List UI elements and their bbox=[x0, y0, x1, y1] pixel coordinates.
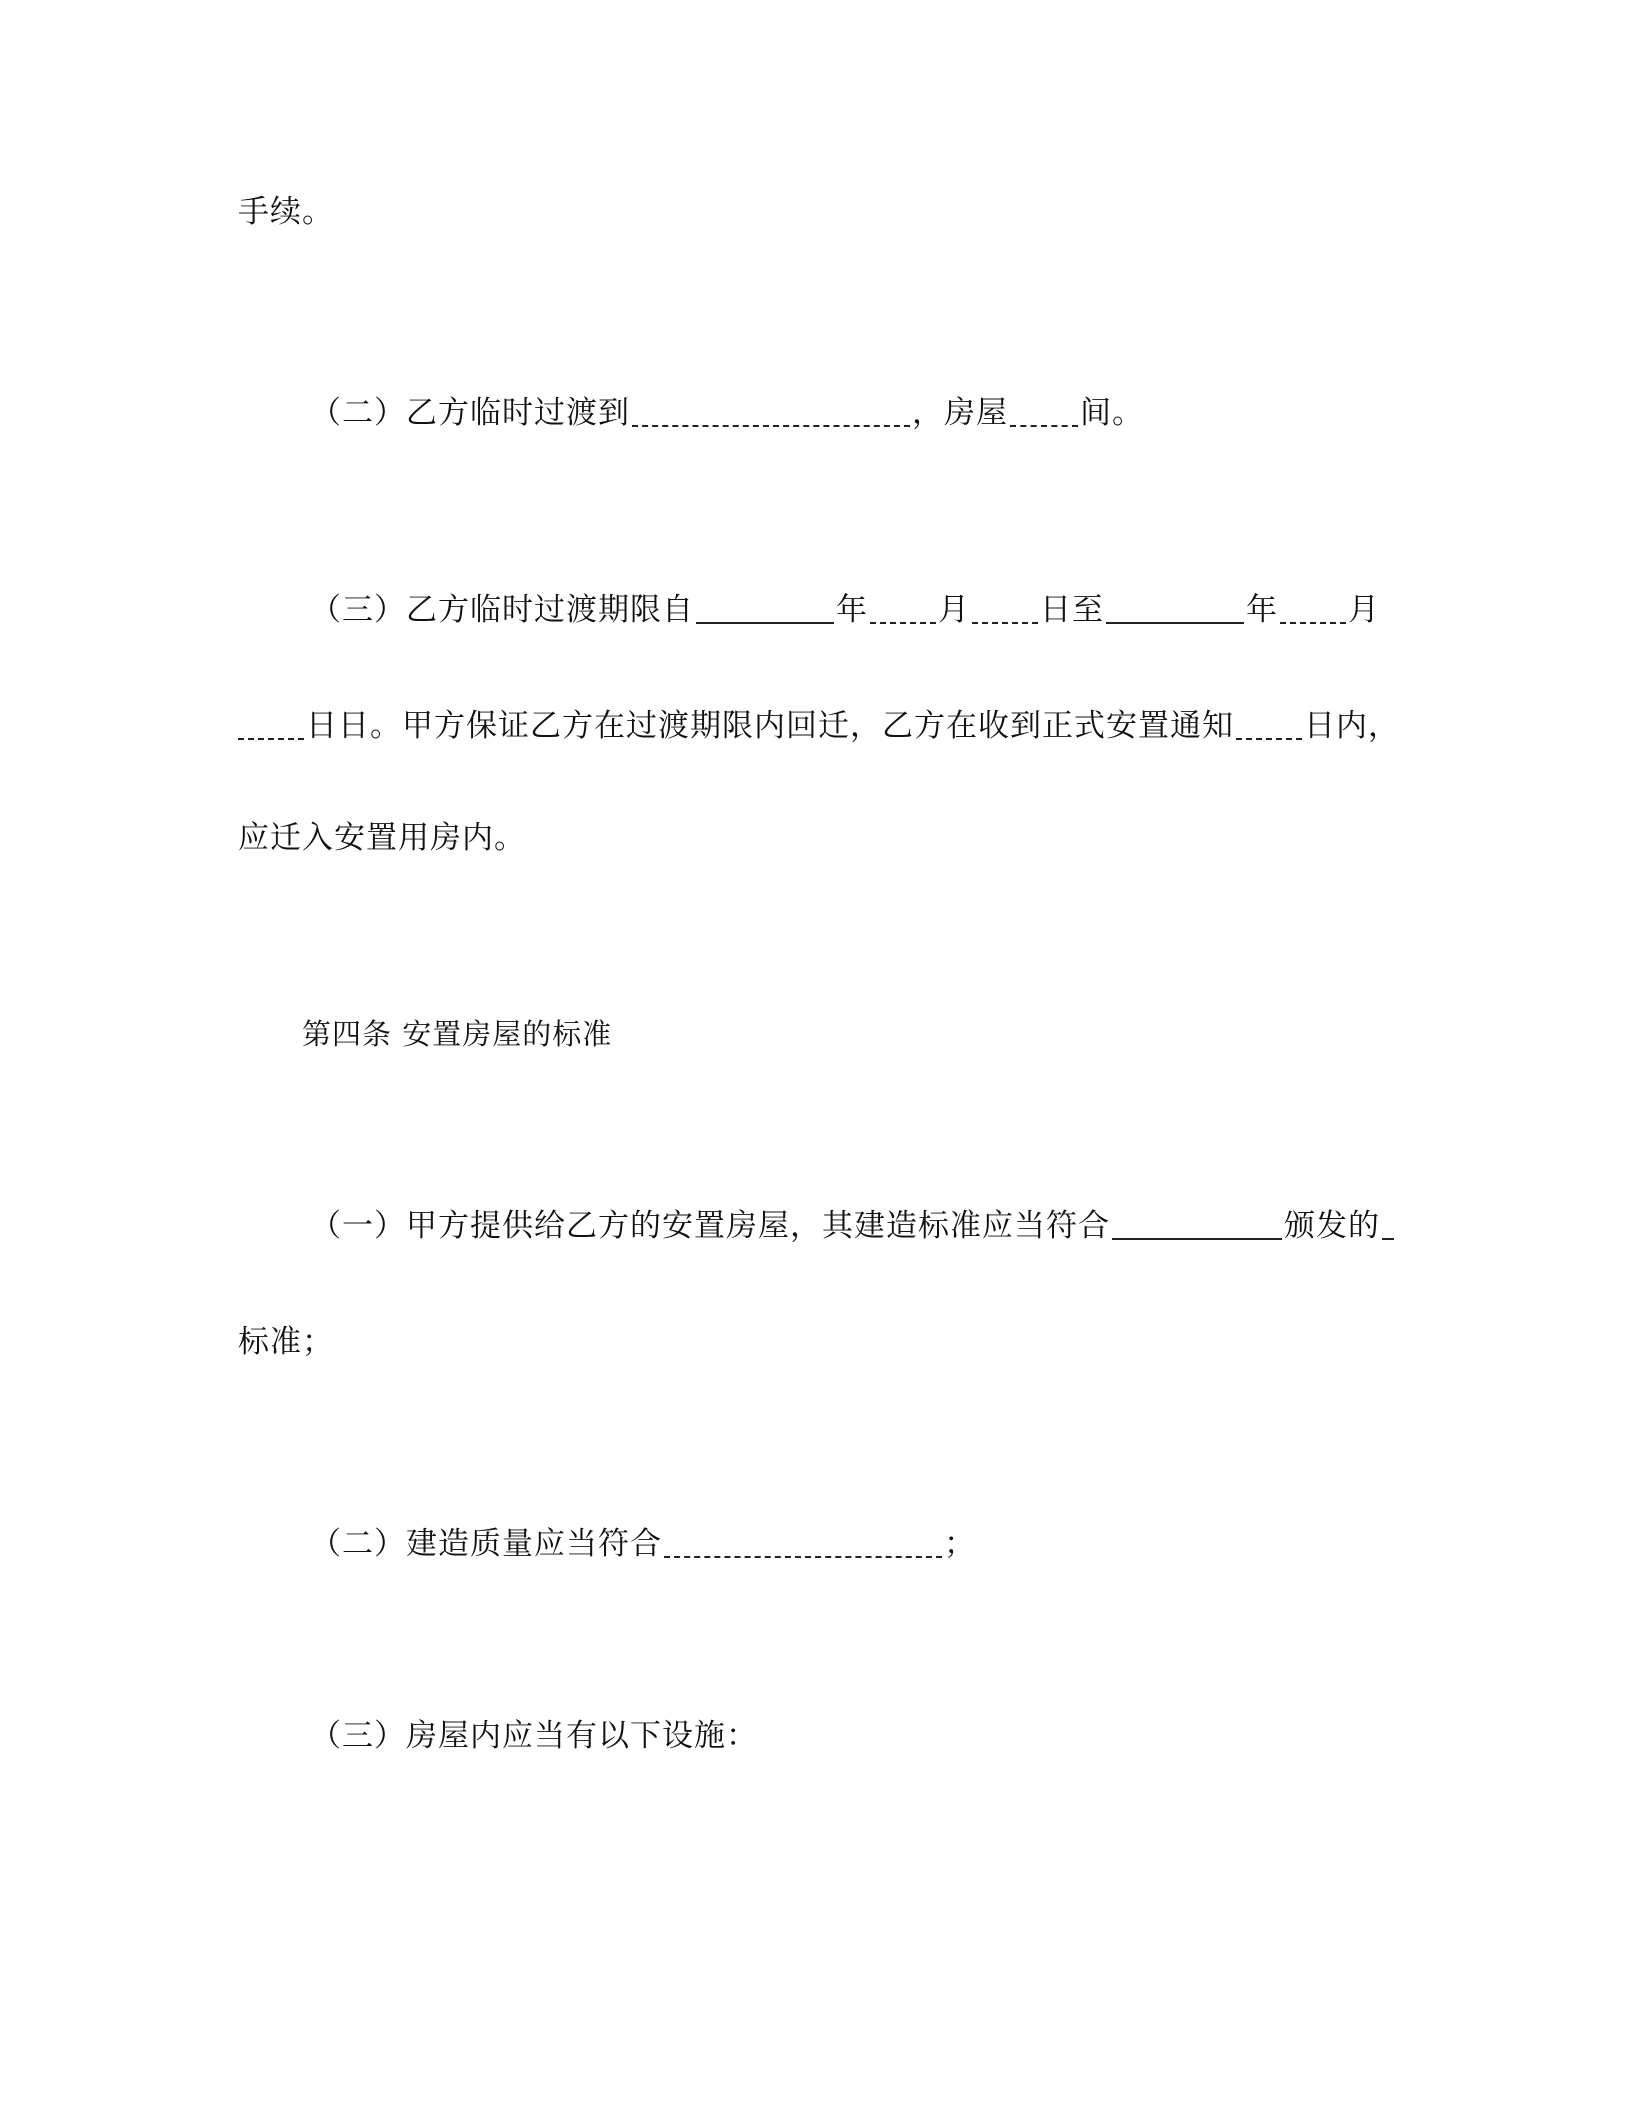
text-run: 手续。 bbox=[238, 194, 334, 230]
paragraph-continuation bbox=[238, 192, 334, 232]
text-run: 颁发的 bbox=[1284, 1208, 1380, 1244]
article-4-clause-1 bbox=[310, 1206, 1396, 1246]
blank-end-month[interactable] bbox=[1280, 594, 1346, 624]
text-run: 日至 bbox=[1040, 592, 1104, 628]
blank-quality-standard[interactable] bbox=[664, 1528, 942, 1558]
text-run: 标准； bbox=[238, 1324, 334, 1360]
article-4-clause-3 bbox=[310, 1716, 758, 1756]
section-title: 第四条 安置房屋的标准 bbox=[302, 1017, 613, 1051]
blank-issuing-authority[interactable] bbox=[1112, 1210, 1282, 1240]
clause-3-transition-period bbox=[310, 590, 1380, 630]
blank-end-year[interactable] bbox=[1106, 594, 1244, 624]
text-run: ； bbox=[944, 1526, 976, 1562]
blank-trailing[interactable] bbox=[1382, 1210, 1394, 1240]
text-run: ，房屋 bbox=[912, 395, 1008, 431]
text-run: （二）建造质量应当符合 bbox=[310, 1526, 662, 1562]
text-run: （三）房屋内应当有以下设施： bbox=[310, 1718, 758, 1754]
text-run: 月 bbox=[938, 592, 970, 628]
text-run: 间。 bbox=[1080, 395, 1144, 431]
text-run: 月 bbox=[1348, 592, 1380, 628]
article-4-heading bbox=[302, 1014, 612, 1054]
text-run: 日内， bbox=[1304, 708, 1400, 744]
text-run: 应迁入安置用房内。 bbox=[238, 820, 526, 856]
blank-room-count[interactable] bbox=[1010, 397, 1078, 427]
article-4-clause-1-continued bbox=[238, 1322, 334, 1362]
clause-3-end bbox=[238, 818, 526, 858]
text-run: 年 bbox=[836, 592, 868, 628]
text-run: （三）乙方临时过渡期限自 bbox=[310, 592, 694, 628]
clause-2-temporary-transition bbox=[310, 393, 1144, 433]
blank-start-year[interactable] bbox=[696, 594, 834, 624]
blank-notice-days[interactable] bbox=[1236, 710, 1302, 740]
text-run: 日日。甲方保证乙方在过渡期限内回迁，乙方在收到正式安置通知 bbox=[306, 708, 1234, 744]
article-4-clause-2 bbox=[310, 1524, 976, 1564]
text-run: 年 bbox=[1246, 592, 1278, 628]
blank-start-month[interactable] bbox=[870, 594, 936, 624]
text-run: （一）甲方提供给乙方的安置房屋，其建造标准应当符合 bbox=[310, 1208, 1110, 1244]
blank-transition-place[interactable] bbox=[632, 397, 910, 427]
text-run: （二）乙方临时过渡到 bbox=[310, 395, 630, 431]
blank-end-day[interactable] bbox=[238, 710, 304, 740]
clause-3-continued bbox=[238, 706, 1400, 746]
blank-start-day[interactable] bbox=[972, 594, 1038, 624]
